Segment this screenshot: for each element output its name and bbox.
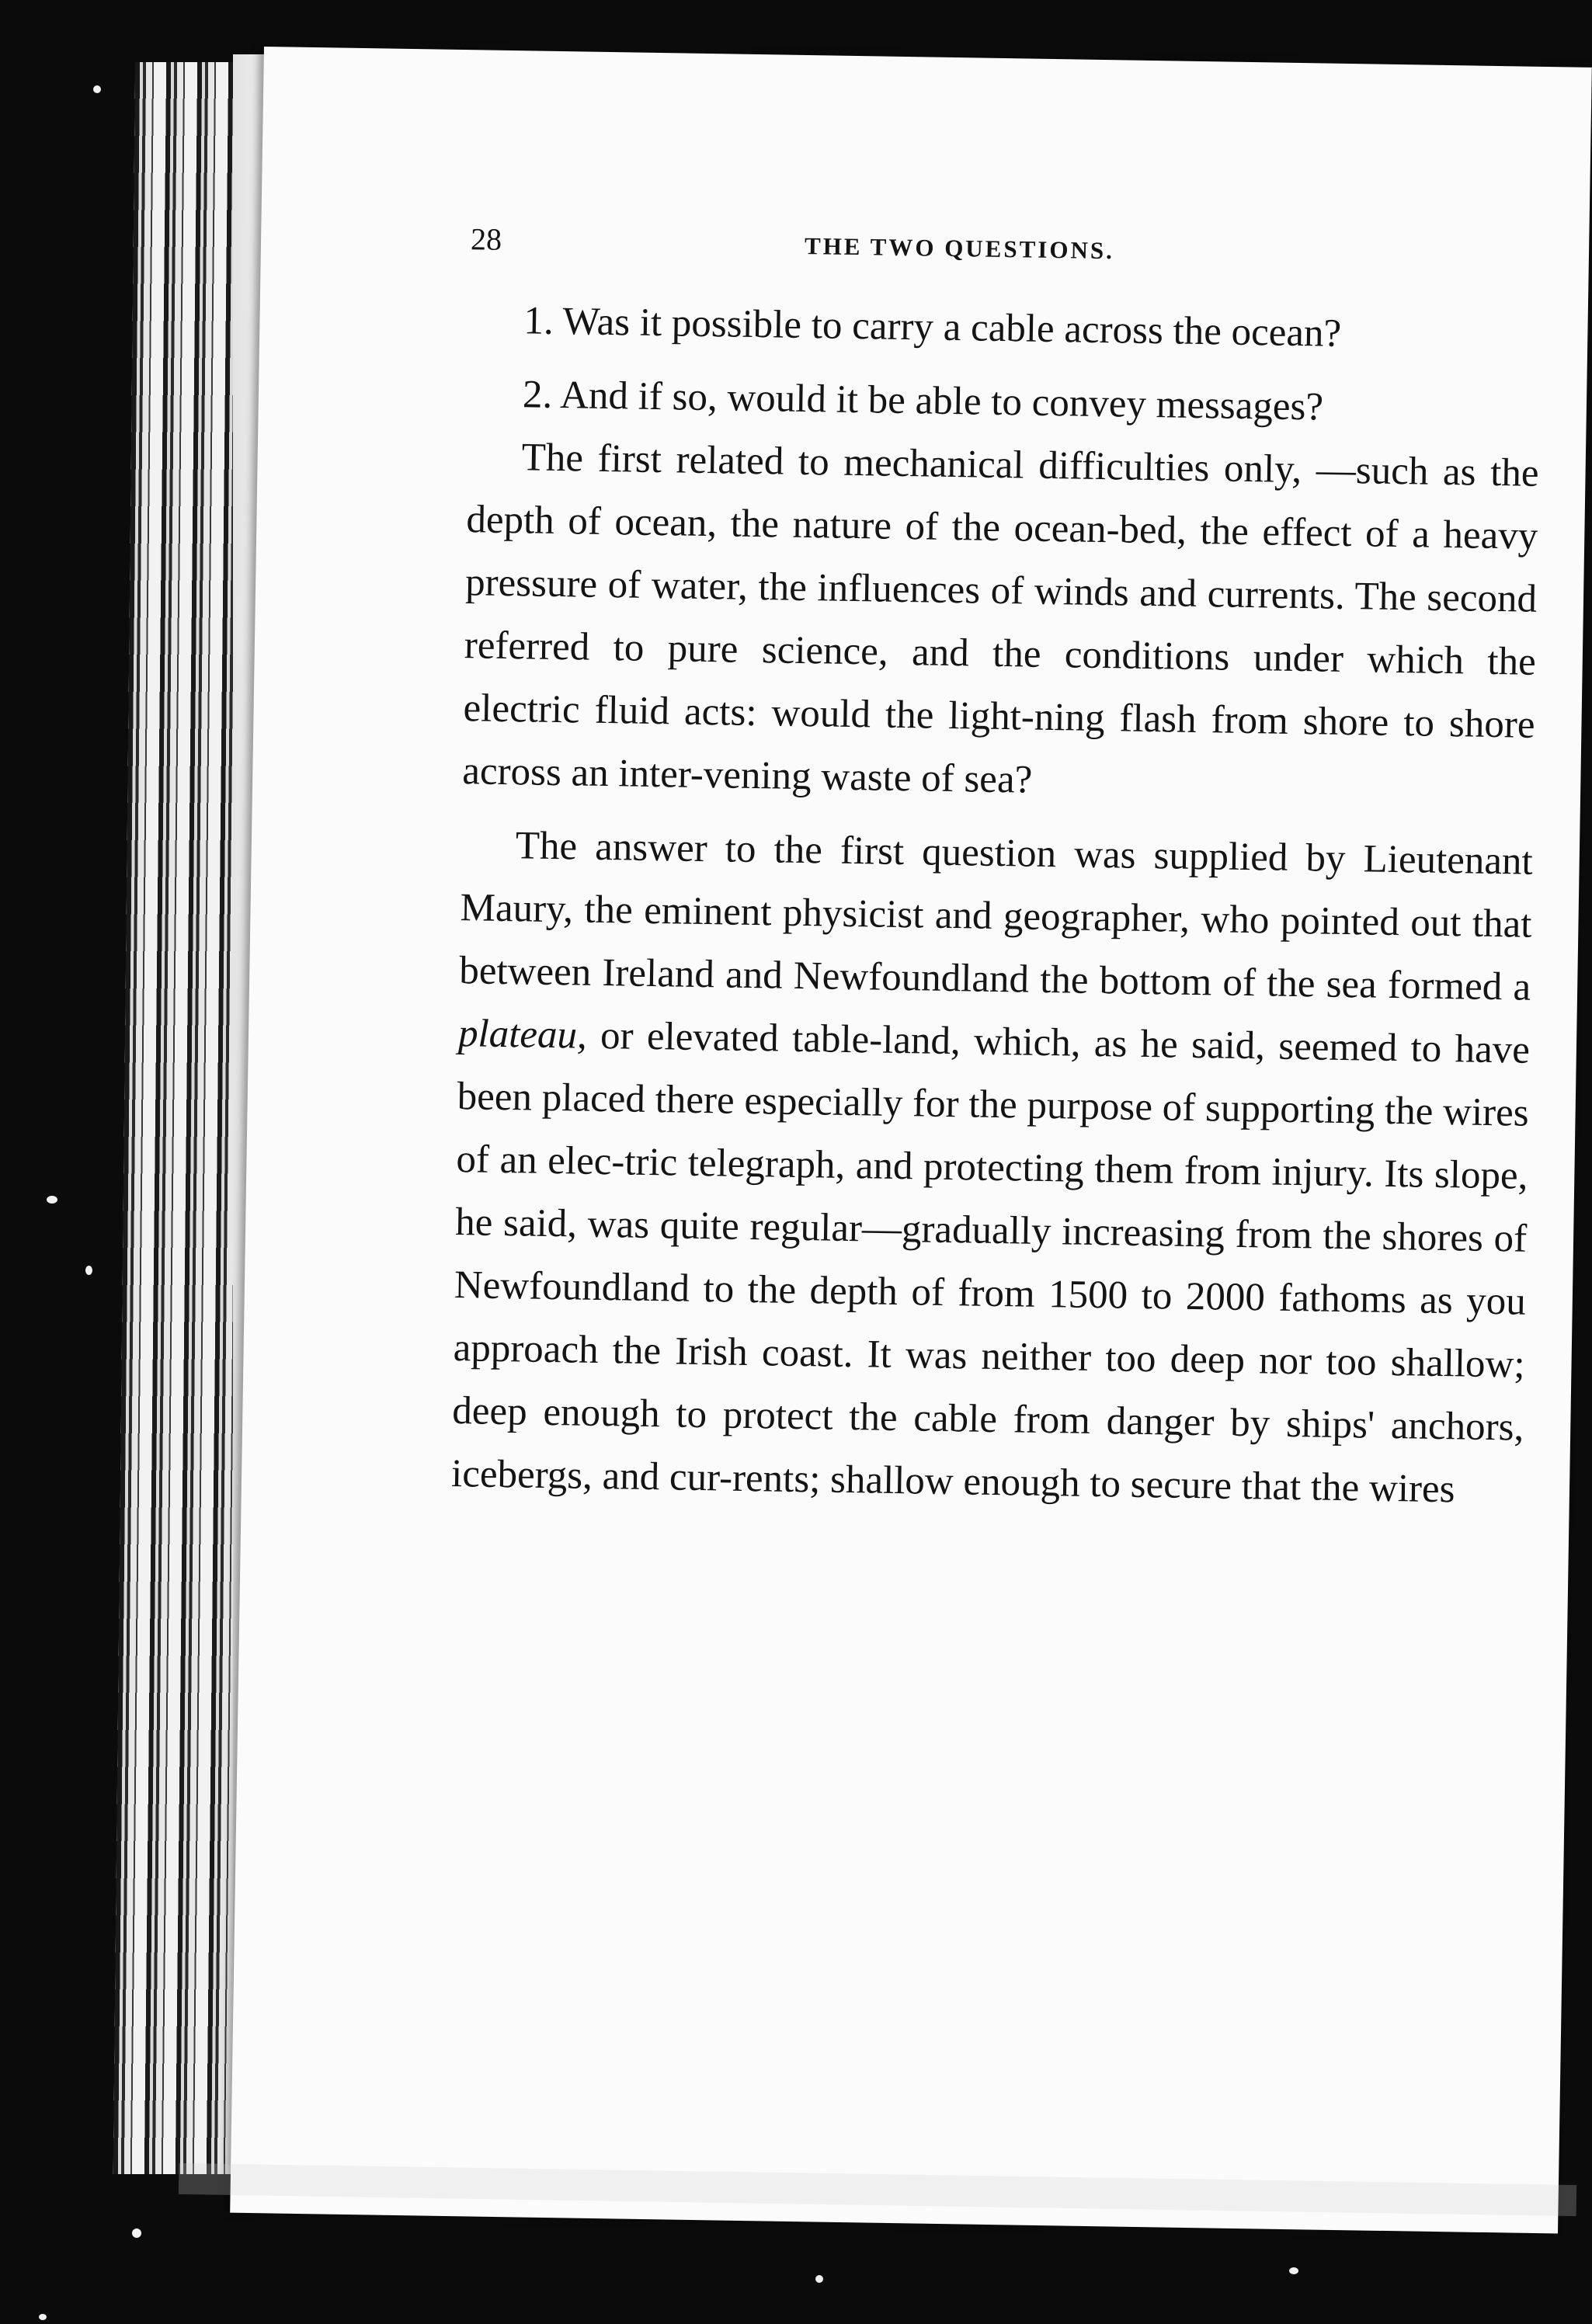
paragraph-first-question: The first related to mechanical difficulties only, —such as the depth of ocean, the nature of the ocean-bed, the effect of a heavy pressure of water, the influences of winds and currents. The second referred to pure science, and the conditions under which the electric fluid acts: would the light-ning flash from shore to shore across an inter-vening waste of sea?	[461, 436, 1540, 802]
question-one: 1. Was it possible to carry a cable across the ocean?	[523, 299, 1342, 356]
running-title: THE TWO QUESTIONS.	[804, 231, 1115, 265]
book-page	[230, 47, 1592, 2234]
scan-speck	[132, 2228, 141, 2238]
question-two: 2. And if so, would it be able to convey messages?	[522, 373, 1324, 429]
running-head	[470, 221, 1542, 292]
scan-speck	[85, 1266, 92, 1275]
italic-plateau: plateau,	[457, 1012, 588, 1058]
paragraph-maury-answer	[451, 814, 1534, 1523]
scan-speck	[815, 2275, 823, 2283]
scan-speck	[47, 1196, 57, 1204]
scan-speck	[39, 2314, 47, 2320]
paragraph-maury-text-end: or elevated table-land, which, as he said, seemed to have been placed there especially for the purpose of supporting the wires of an elec-tric telegraph, and protecting them from injury. Its slope, he said, was quite regular—gradually increasing from the shores of Newfoundland to the depth of from 1500 to 2000 fathoms as you approach the Irish coast. It was neither too deep nor too shallow; deep enough to protect the cable from danger by ships' anchors, icebergs, and cur-rents; shallow enough to secure that the wires	[450, 1013, 1531, 1512]
page-content	[451, 221, 1543, 1522]
page-number: 28	[470, 221, 502, 257]
scan-speck	[93, 85, 101, 93]
scan-speck	[1289, 2267, 1298, 2274]
paragraph-maury-text-start: The answer to the first question was supplied by Lieutenant Maury, the eminent physicist and geographer, who pointed out that between Ireland and Newfoundland the bottom of the sea formed a	[458, 824, 1534, 1009]
